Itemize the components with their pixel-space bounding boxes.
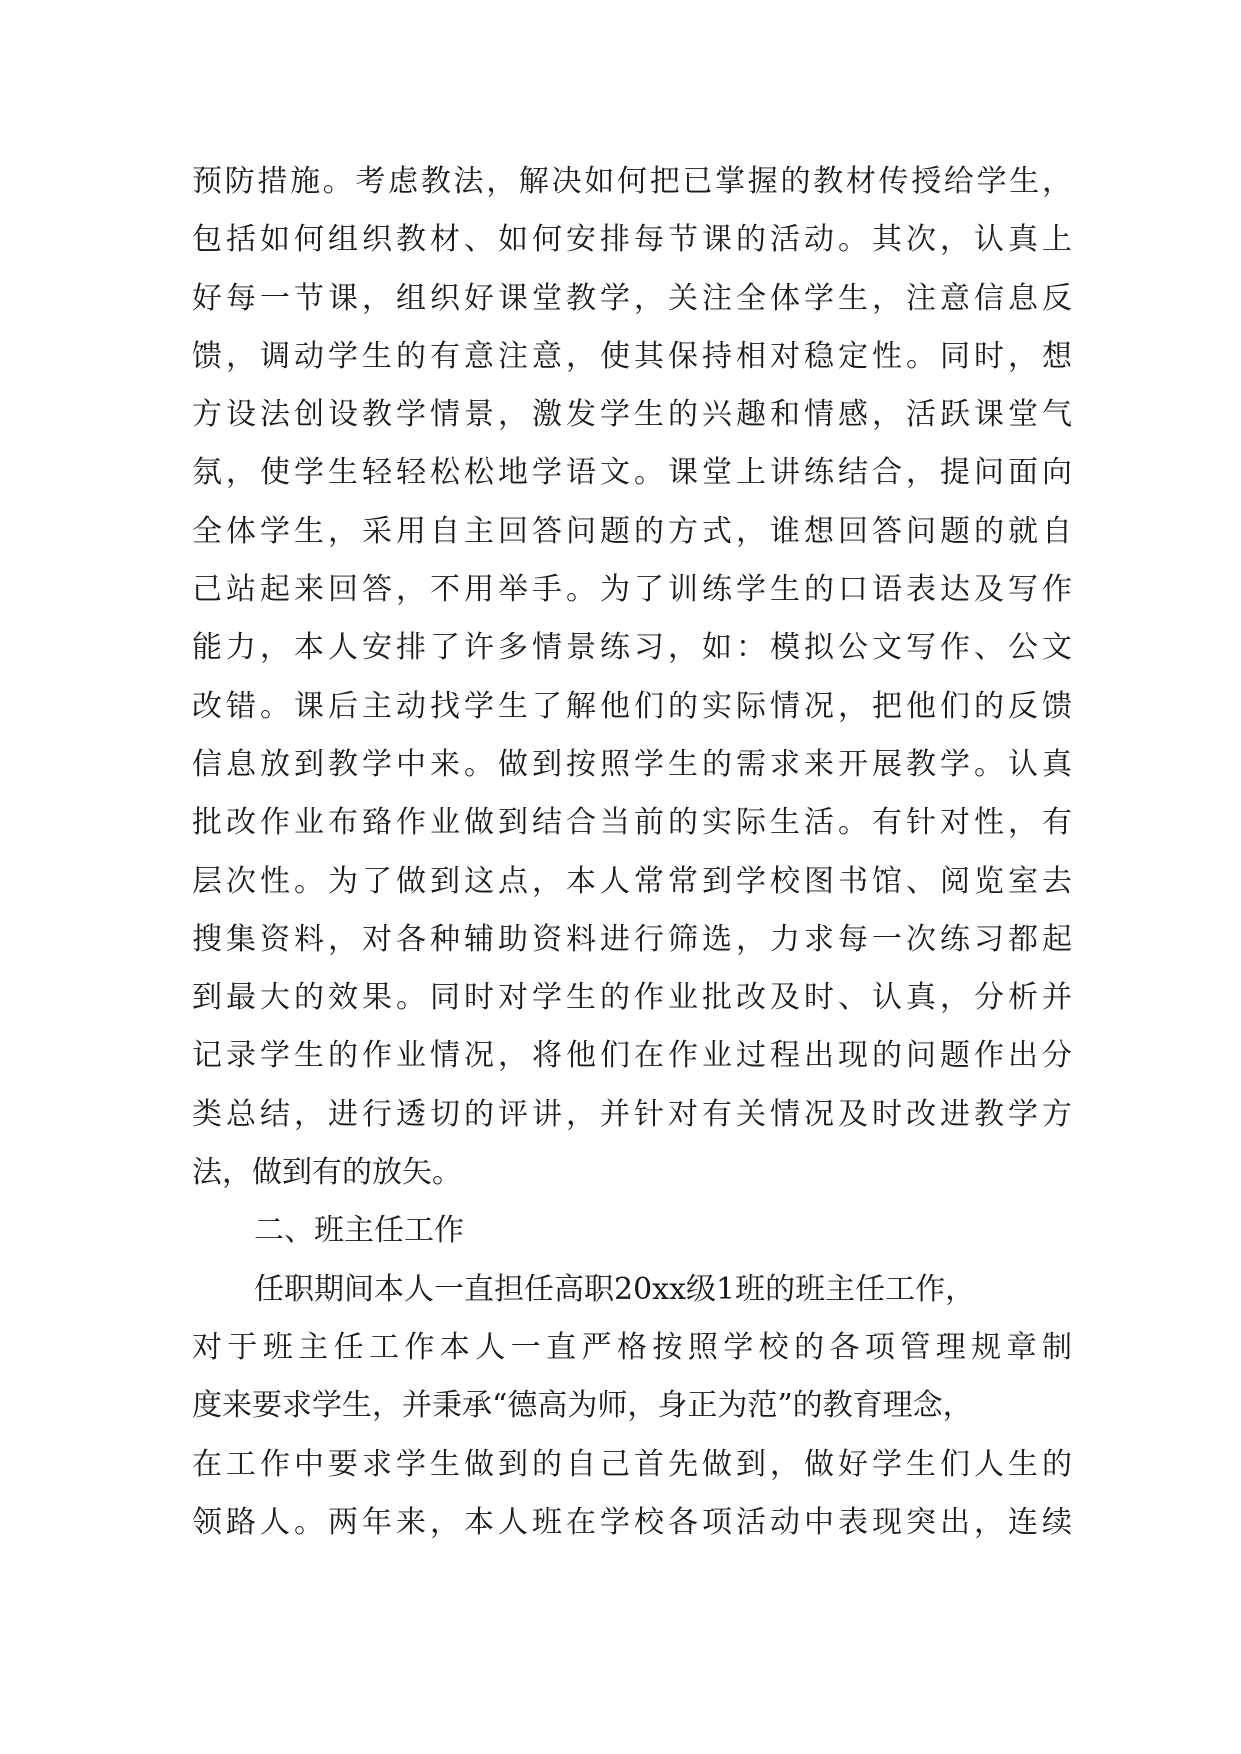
text-line: 己站起来回答，不用举手。为了训练学生的口语表达及写作	[192, 572, 1072, 608]
text-line: 在工作中要求学生做到的自己首先做到，做好学生们人生的	[192, 1446, 1072, 1482]
text-line: 搜集资料，对各种辅助资料进行筛选，力求每一次练习都起	[192, 921, 1072, 957]
paragraph-first-line: 任职期间本人一直担任高职20xx级1班的班主任工作，	[254, 1271, 976, 1307]
text-line: 度来要求学生，并秉承“德高为师，身正为范”的教育理念，	[192, 1388, 973, 1424]
text-line: 到最大的效果。同时对学生的作业批改及时、认真，分析并	[192, 980, 1072, 1016]
text-line: 改错。课后主动找学生了解他们的实际情况，把他们的反馈	[192, 688, 1072, 724]
text-line: 馈，调动学生的有意注意，使其保持相对稳定性。同时，想	[192, 338, 1072, 374]
text-line: 方设法创设教学情景，激发学生的兴趣和情感，活跃课堂气	[192, 397, 1072, 433]
text-line: 能力，本人安排了许多情景练习，如：模拟公文写作、公文	[192, 630, 1072, 666]
text-line: 好每一节课，组织好课堂教学，关注全体学生，注意信息反	[192, 280, 1072, 316]
text-line: 记录学生的作业情况，将他们在作业过程出现的问题作出分	[192, 1038, 1072, 1074]
text-line: 信息放到教学中来。做到按照学生的需求来开展教学。认真	[192, 746, 1072, 782]
text-line: 包括如何组织教材、如何安排每节课的活动。其次，认真上	[192, 222, 1072, 258]
section-heading: 二、班主任工作	[254, 1213, 464, 1249]
text-line: 氛，使学生轻轻松松地学语文。课堂上讲练结合，提问面向	[192, 455, 1072, 491]
text-line: 对于班主任工作本人一直严格按照学校的各项管理规章制	[192, 1329, 1072, 1365]
text-line: 领路人。两年来，本人班在学校各项活动中表现突出，连续	[192, 1504, 1072, 1540]
text-line: 层次性。为了做到这点，本人常常到学校图书馆、阅览室去	[192, 863, 1072, 899]
paragraph-last-line: 法，做到有的放矢。	[192, 1155, 462, 1191]
body-text	[192, 153, 1072, 1552]
text-line: 批改作业布臵作业做到结合当前的实际生活。有针对性，有	[192, 805, 1072, 841]
text-line: 预防措施。考虑教法，解决如何把已掌握的教材传授给学生，	[192, 164, 1072, 199]
text-line: 类总结，进行透切的评讲，并针对有关情况及时改进教学方	[192, 1096, 1072, 1132]
text-line: 全体学生，采用自主回答问题的方式，谁想回答问题的就自	[192, 513, 1072, 549]
